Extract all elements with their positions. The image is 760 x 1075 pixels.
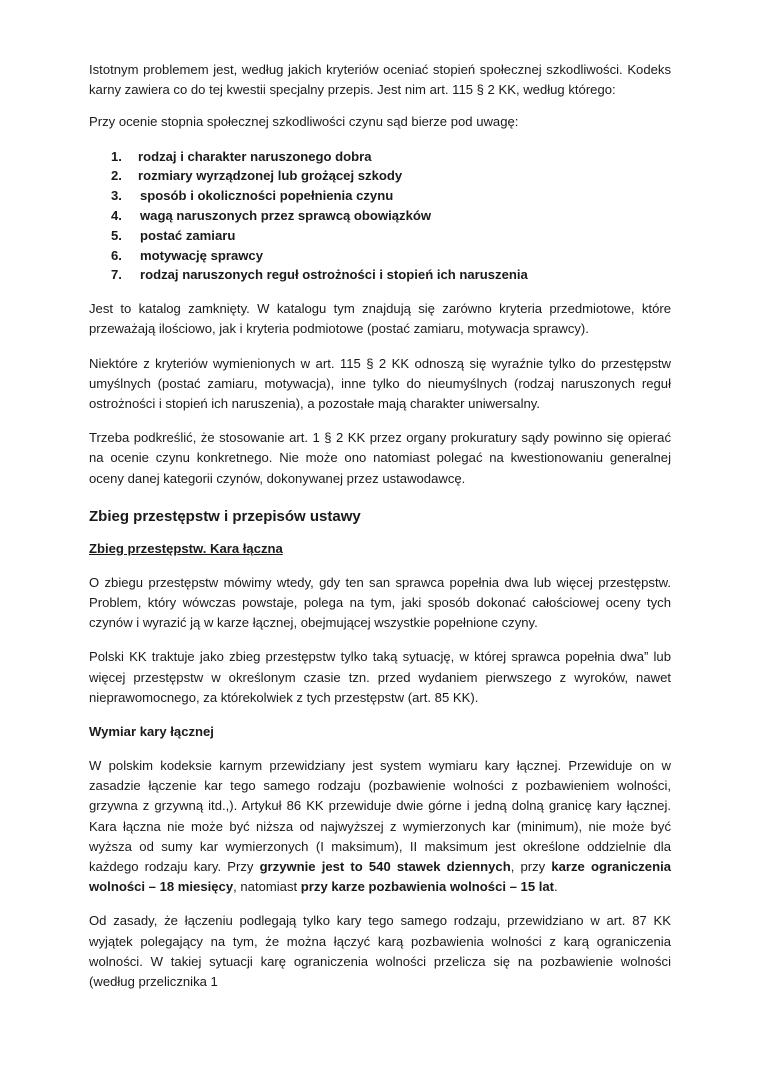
list-text: rodzaj i charakter naruszonego dobra <box>138 148 372 164</box>
list-number: 1. <box>111 148 122 164</box>
wymiar-heading: Wymiar kary łącznej <box>89 724 214 740</box>
paragraph-concurrence-definition: O zbiegu przestępstw mówimy wtedy, gdy ten san sprawca popełnia dwa lub więcej przestępstw. Problem, który wówczas powstaje, polega na tym, jaki sposób dokonać całościowej oceny tych czynów i wyrazić ją w karze łącznej, obejmującej wszystkie popełnione czyny. <box>89 574 671 631</box>
list-number: 5. <box>111 227 122 243</box>
bold-restriction-limit: karze ograniczenia wolności – 18 miesięcy <box>89 859 672 895</box>
paragraph-emphasis: Trzeba podkreślić, że stosowanie art. 1 § 2 KK przez organy prokuratury sądy powinno się opierać na ocenie czynu konkretnego. Nie może ono natomiast polegać na kwestionowaniu generalnej oceny danej kategorii czynów, dokonywanej przez ustawodawcę. <box>89 430 671 486</box>
document-page <box>89 60 671 1006</box>
list-item <box>111 186 671 206</box>
list-number: 7. <box>111 267 122 283</box>
section-heading: Zbieg przestępstw i przepisów ustawy <box>89 507 361 525</box>
paragraph-list-intro: Przy ocenie stopnia społecznej szkodliwości czynu sąd bierze pod uwagę: <box>89 114 519 130</box>
list-number: 6. <box>111 247 122 263</box>
list-number: 3. <box>111 188 122 204</box>
paragraph-polish-kk: Polski KK traktuje jako zbieg przestępstw tylko taką sytuację, w której sprawca popełnia dwa” lub więcej przestępstw w określonym czasie tzn. przed wydaniem pierwszego z wyroków, nawet nieprawomocnego, za którekolwiek z tych przestępstw (art. 85 KK). <box>89 649 671 705</box>
list-text: rozmiary wyrządzonej lub grożącej szkody <box>138 168 403 184</box>
paragraph-some-criteria: Niektóre z kryteriów wymienionych w art. 115 § 2 KK odnoszą się wyraźnie tylko do przestępstw umyślnych (postać zamiaru, motywacja), inne tylko do nieumyślnych (rodzaj naruszonych reguł ostrożności i stopień ich naruszenia), a pozostałe mają charakter uniwersalny. <box>89 355 671 411</box>
criteria-list <box>89 147 671 286</box>
list-item <box>111 226 671 246</box>
list-number: 2. <box>111 168 122 184</box>
list-item <box>111 265 671 285</box>
list-text: postać zamiaru <box>140 227 236 243</box>
text-run: W polskim kodeksie karnym przewidziany jest system wymiaru kary łącznej. Przewiduje on w zasadzie łączenie kar tego samego rodzaju (pozbawienie wolności z pozbawieniem wolności, grzywna z grzywną itd.,). Artykuł 86 KK przewiduje dwie górne i jedną dolną granicę kary łącznej. Kara łączna nie może być niższa od najwyższej z wymierzonych kar (minimum), nie może być wyższa od sumy kar wymierzonych (I maksimum), II maksimum jest określone oddzielnie dla każdego rodzaju kary. Przy <box>89 758 671 875</box>
text-run: , natomiast <box>233 879 301 895</box>
paragraph-penalty-system <box>89 756 671 897</box>
subsection-heading: Zbieg przestępstw. Kara łączna <box>89 540 283 556</box>
text-run: , przy <box>510 859 552 875</box>
list-text: sposób i okoliczności popełnienia czynu <box>140 188 394 204</box>
paragraph-intro: Istotnym problemem jest, według jakich kryteriów oceniać stopień społecznej szkodliwości. Kodeks karny zawiera co do tej kwestii specjalny przepis. Jest nim art. 115 § 2 KK, według którego: <box>89 62 671 98</box>
list-number: 4. <box>111 208 122 223</box>
list-text: motywację sprawcy <box>140 247 263 263</box>
list-item <box>111 246 671 266</box>
list-item <box>111 166 671 186</box>
paragraph-catalog: Jest to katalog zamknięty. W katalogu tym znajdują się zarówno kryteria przedmiotowe, które przeważają ilościowo, jak i kryteria podmiotowe (postać zamiaru, motywacja sprawcy). <box>89 301 671 337</box>
text-run: . <box>554 879 558 895</box>
list-item <box>111 206 671 226</box>
list-item <box>111 147 671 167</box>
bold-fine-limit: grzywnie jest to 540 stawek dziennych <box>259 859 511 875</box>
bold-imprisonment-limit: przy karze pozbawienia wolności – 15 lat <box>300 879 555 895</box>
list-text: rodzaj naruszonych reguł ostrożności i stopień ich naruszenia <box>140 267 528 283</box>
paragraph-exception: Od zasady, że łączeniu podlegają tylko kary tego samego rodzaju, przewidziano w art. 87 KK wyjątek polegający na tym, że można łączyć karą pozbawienia wolności z karą ograniczenia wolności. W takiej sytuacji karę ograniczenia wolności przelicza się na pozbawienie wolności (według przelicznika 1 <box>89 913 671 990</box>
list-text: wagą naruszonych przez sprawcą obowiązków <box>140 208 432 223</box>
